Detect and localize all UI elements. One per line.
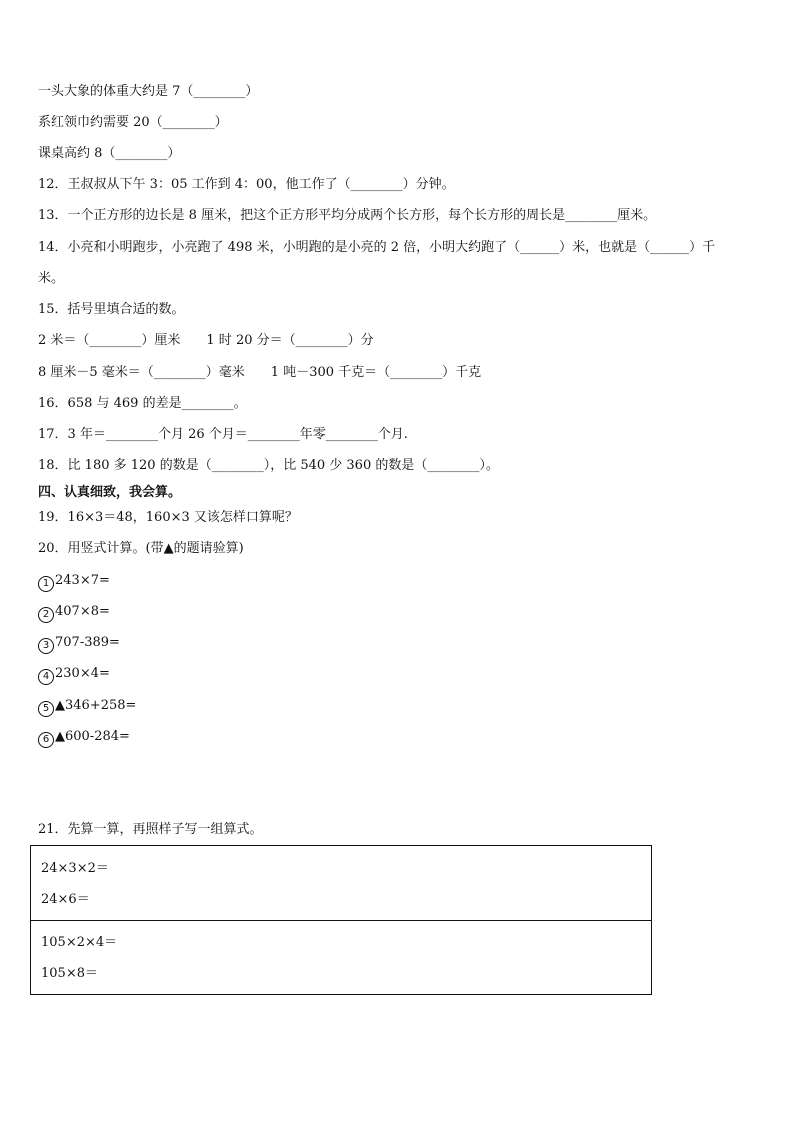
question-16: 16．658 与 469 的差是________。 [38,396,247,411]
calc-item [38,573,110,592]
table-cell: 24×3×2＝ [41,861,109,876]
calc-expression: ▲600-284= [55,729,130,744]
table-cell: 105×8＝ [41,966,98,981]
calc-item [38,666,110,685]
calc-item [38,729,130,748]
question-14: 14．小亮和小明跑步，小亮跑了 498 米，小明跑的是小亮的 2 倍，小明大约跑了（______）米，也就是（______）千 [38,240,716,255]
question-15-row-1: 2 米＝（________）厘米 1 时 20 分＝（________）分 [38,333,374,348]
table-cell: 105×2×4＝ [41,935,118,950]
calc-expression: 230×4= [55,666,110,681]
expression-table [30,845,652,995]
line-elephant-weight: 一头大象的体重大约是 7（________） [38,84,259,99]
question-20: 20．用竖式计算。(带▲的题请验算) [38,541,244,556]
table-divider [31,920,651,921]
question-18: 18．比 180 多 120 的数是（________），比 540 少 360 的数是（________）。 [38,458,499,473]
calc-expression: ▲346+258= [55,698,137,713]
calc-item [38,635,120,654]
question-14-continued: 米。 [38,271,65,286]
calc-expression: 407×8= [55,604,110,619]
circled-number: 4 [38,669,54,685]
circled-number: 6 [38,732,54,748]
question-12: 12．王叔叔从下午 3：05 工作到 4：00，他工作了（________）分钟。 [38,177,455,192]
circled-number: 5 [38,701,54,717]
question-17: 17．3 年＝________个月 26 个月＝________年零________个月. [38,427,408,442]
calc-expression: 707-389= [55,635,120,650]
question-13: 13．一个正方形的边长是 8 厘米，把这个正方形平均分成两个长方形，每个长方形的周长是________厘米。 [38,208,657,223]
question-21: 21．先算一算，再照样子写一组算式。 [38,822,263,837]
section-heading: 四、认真细致，我会算。 [38,485,182,500]
circled-number: 1 [38,576,54,592]
question-15-row-2: 8 厘米－5 毫米＝（________）毫米 1 吨－300 千克＝（________）千克 [38,365,482,380]
table-cell: 24×6＝ [41,892,90,907]
calc-expression: 243×7= [55,573,110,588]
calc-item [38,698,136,717]
circled-number: 3 [38,638,54,654]
calc-item [38,604,110,623]
line-red-scarf: 系红领巾约需要 20（________） [38,115,228,130]
circled-number: 2 [38,607,54,623]
question-19: 19．16×3＝48，160×3 又该怎样口算呢？ [38,510,298,525]
line-desk-height: 课桌高约 8（________） [38,146,181,161]
question-15: 15．括号里填合适的数。 [38,302,185,317]
